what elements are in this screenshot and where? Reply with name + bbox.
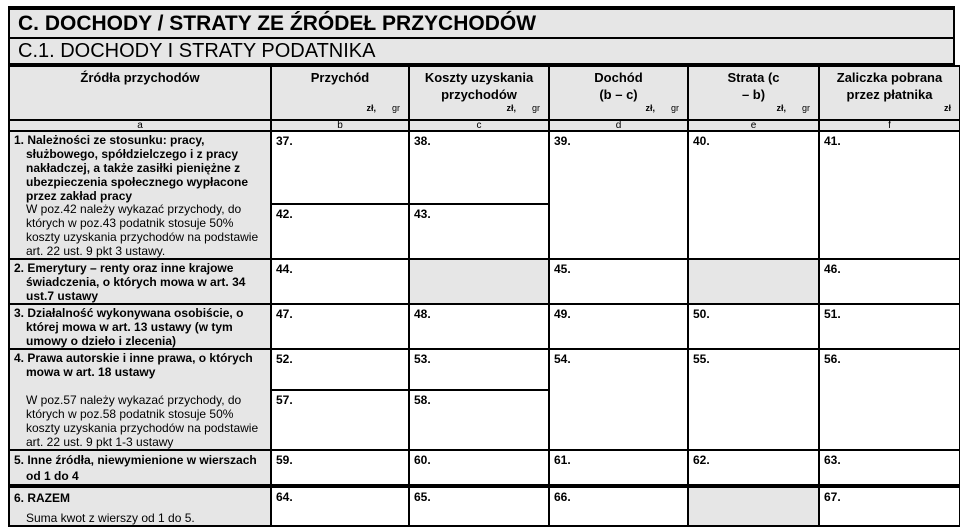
disabled-cell xyxy=(409,259,549,304)
field-67[interactable]: 67. xyxy=(819,486,960,526)
col-header-source: Źródła przychodów xyxy=(9,66,271,120)
row-label: 6. RAZEM Suma kwot z wierszy od 1 do 5. xyxy=(9,486,271,526)
field-39[interactable]: 39. xyxy=(549,131,688,259)
row-label: 3. Działalność wykonywana osobiście, o której mowa w art. 13 ustawy (w tym umowy o dzieło i zlecenia) xyxy=(9,304,271,349)
field-52[interactable]: 52. xyxy=(271,349,409,390)
field-46[interactable]: 46. xyxy=(819,259,960,304)
field-47[interactable]: 47. xyxy=(271,304,409,349)
col-letter: d xyxy=(549,120,688,131)
col-header-loss: Strata (c – b) zł, gr xyxy=(688,66,819,120)
disabled-cell xyxy=(688,259,819,304)
col-header-advance: Zaliczka pobrana przez płatnika zł xyxy=(819,66,960,120)
field-51[interactable]: 51. xyxy=(819,304,960,349)
field-57[interactable]: 57. xyxy=(271,390,409,450)
field-40[interactable]: 40. xyxy=(688,131,819,259)
disabled-cell xyxy=(688,486,819,526)
field-54[interactable]: 54. xyxy=(549,349,688,450)
table-row xyxy=(9,259,960,304)
col-letter: b xyxy=(271,120,409,131)
table-row xyxy=(9,131,960,204)
col-header-revenue: Przychód zł, gr xyxy=(271,66,409,120)
subsection-title: C.1. DOCHODY I STRATY PODATNIKA xyxy=(8,39,955,65)
field-56[interactable]: 56. xyxy=(819,349,960,450)
income-table xyxy=(8,65,960,527)
row-label: 4. Prawa autorskie i inne prawa, o których mowa w art. 18 ustawy W poz.57 należy wykazać przychody, do których w poz.58 podatnik stosuje 50% koszty uzyskania przychodów na podstawie art. 22 ust. 9 pkt 1-3 ustawy xyxy=(9,349,271,450)
field-37[interactable]: 37. xyxy=(271,131,409,204)
field-50[interactable]: 50. xyxy=(688,304,819,349)
col-header-costs: Koszty uzyskania przychodów zł, gr xyxy=(409,66,549,120)
field-42[interactable]: 42. xyxy=(271,204,409,259)
field-44[interactable]: 44. xyxy=(271,259,409,304)
col-header-income: Dochód (b – c) zł, gr xyxy=(549,66,688,120)
field-62[interactable]: 62. xyxy=(688,450,819,486)
field-38[interactable]: 38. xyxy=(409,131,549,204)
field-59[interactable]: 59. xyxy=(271,450,409,486)
field-45[interactable]: 45. xyxy=(549,259,688,304)
field-53[interactable]: 53. xyxy=(409,349,549,390)
letters-row xyxy=(9,120,960,131)
field-65[interactable]: 65. xyxy=(409,486,549,526)
field-63[interactable]: 63. xyxy=(819,450,960,486)
field-41[interactable]: 41. xyxy=(819,131,960,259)
col-letter: e xyxy=(688,120,819,131)
table-row xyxy=(9,304,960,349)
row-label: 5. Inne źródła, niewymienione w wierszach od 1 do 4 xyxy=(9,450,271,486)
field-43[interactable]: 43. xyxy=(409,204,549,259)
field-66[interactable]: 66. xyxy=(549,486,688,526)
table-row-total xyxy=(9,486,960,526)
income-section xyxy=(8,6,955,527)
field-64[interactable]: 64. xyxy=(271,486,409,526)
field-49[interactable]: 49. xyxy=(549,304,688,349)
table-row xyxy=(9,349,960,390)
header-row xyxy=(9,66,960,120)
col-letter: c xyxy=(409,120,549,131)
field-58[interactable]: 58. xyxy=(409,390,549,450)
row-label: 2. Emerytury – renty oraz inne krajowe świadczenia, o których mowa w art. 34 ust.7 ustawy xyxy=(9,259,271,304)
field-61[interactable]: 61. xyxy=(549,450,688,486)
field-55[interactable]: 55. xyxy=(688,349,819,450)
row-label: 1. Należności ze stosunku: pracy, służbowego, spółdzielczego i z pracy nakładczej, a także zasiłki pieniężne z ubezpieczenia społecznego wypłacone przez zakład pracy W poz.42 należy wykazać przychody, do których w poz.43 podatnik stosuje 50% koszty uzyskania przychodów na podstawie art. 22 ust. 9 pkt 3 ustawy. xyxy=(9,131,271,259)
section-title: C. DOCHODY / STRATY ZE ŹRÓDEŁ PRZYCHODÓW xyxy=(8,10,955,39)
table-row xyxy=(9,450,960,486)
col-letter: f xyxy=(819,120,960,131)
field-60[interactable]: 60. xyxy=(409,450,549,486)
col-letter: a xyxy=(9,120,271,131)
field-48[interactable]: 48. xyxy=(409,304,549,349)
